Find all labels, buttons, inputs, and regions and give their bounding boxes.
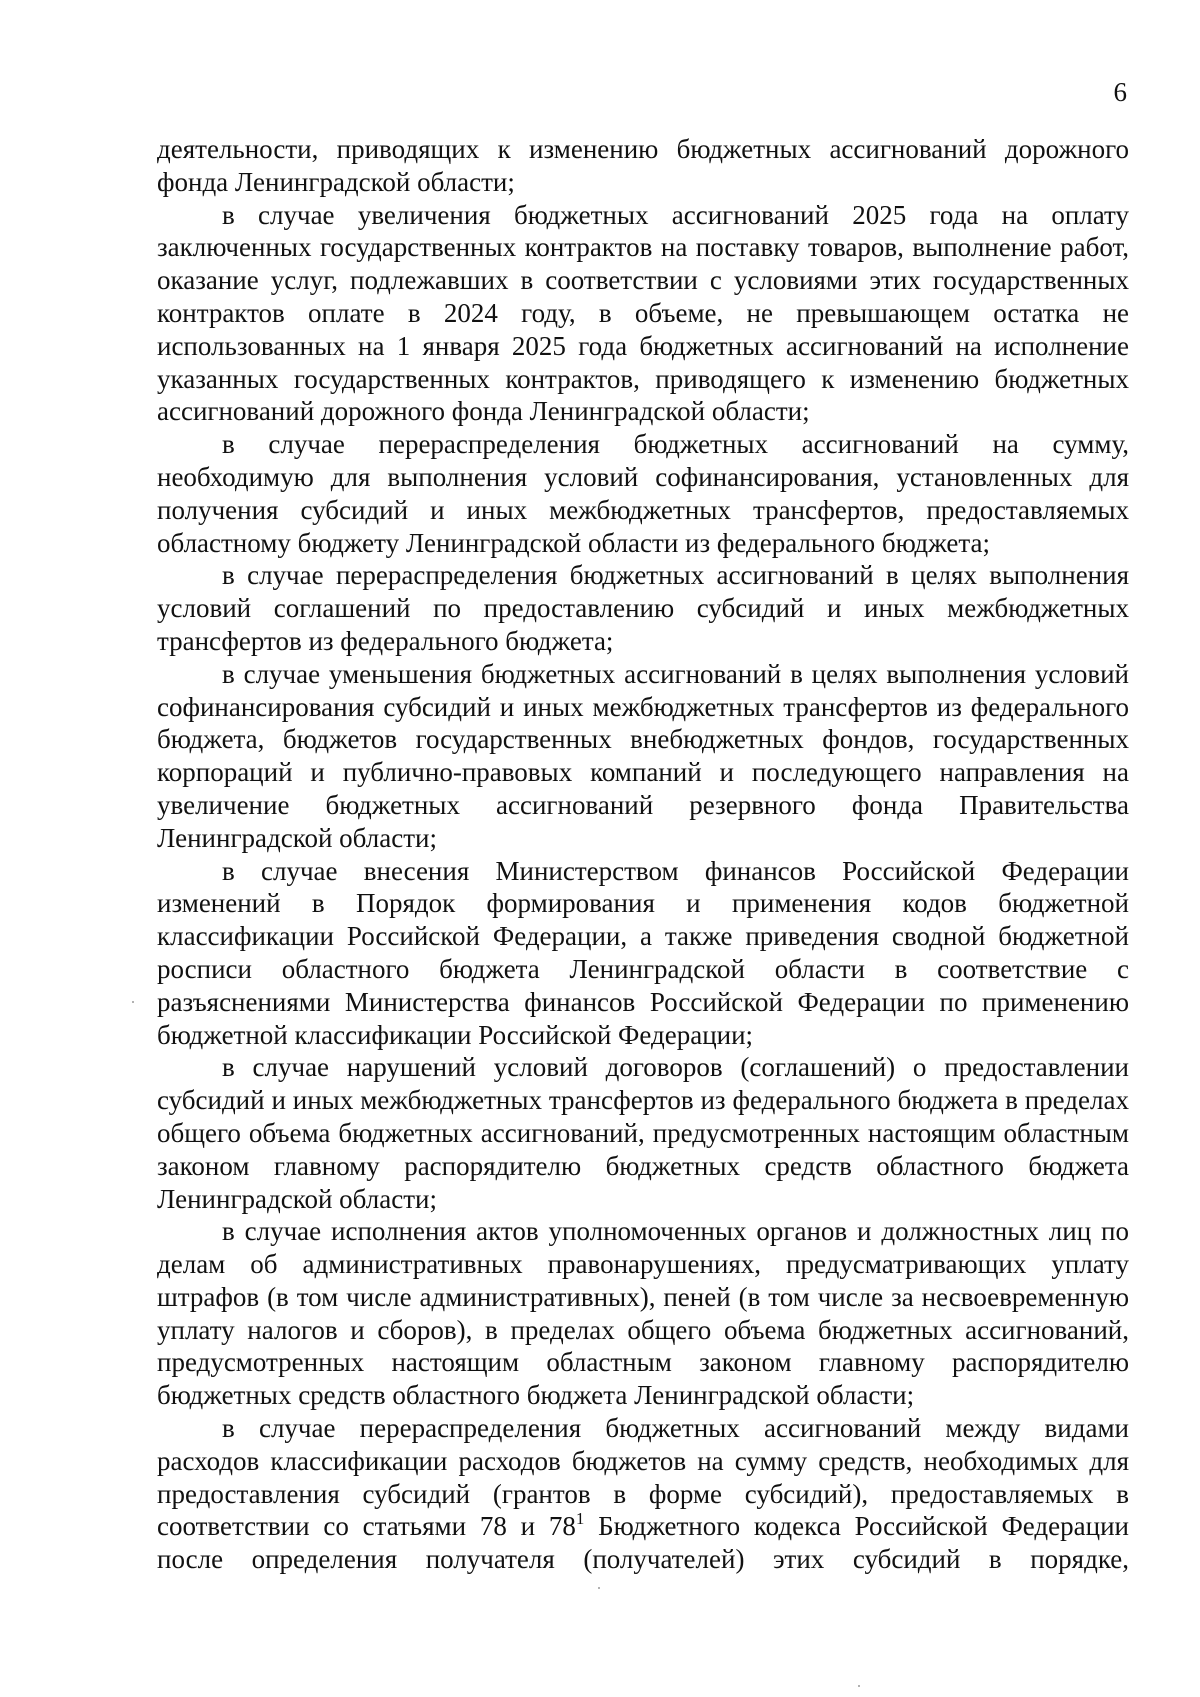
paragraph: в случае исполнения актов уполномоченных органов и должностных лиц по делам об административных правонарушениях, предусматривающих уплату штрафов (в том числе административных), пеней (в том числе за несвоевременную уплату налогов и сборов), в пределах общего объема бюджетных ассигнований, предусмотренных настоящим областным законом главному распорядителю бюджетных средств областного бюджета Ленинградской области;	[157, 1216, 1129, 1411]
scan-speck	[132, 1001, 134, 1003]
paragraph-continued	[157, 1412, 1129, 1576]
paragraph: в случае перераспределения бюджетных ассигнований на сумму, необходимую для выполнения условий софинансирования, установленных для получения субсидий и иных межбюджетных трансфертов, предоставляемых областному бюджету Ленинградской области из федерального бюджета;	[157, 429, 1129, 558]
paragraph: в случае увеличения бюджетных ассигнований 2025 года на оплату заключенных государственных контрактов на поставку товаров, выполнение работ, оказание услуг, подлежавших в соответствии с условиями этих государственных контрактов оплате в 2024 году, в объеме, не превышающем остатка не использованных на 1 января 2025 года бюджетных ассигнований на исполнение указанных государственных контрактов, приводящего к изменению бюджетных ассигнований дорожного фонда Ленинградской области;	[157, 199, 1129, 427]
paragraph: в случае внесения Министерством финансов Российской Федерации изменений в Порядок формирования и применения кодов бюджетной классификации Российской Федерации, а также приведения сводной бюджетной росписи областного бюджета Ленинградской области в соответствие с разъяснениями Министерства финансов Российской Федерации по применению бюджетной классификации Российской Федерации;	[157, 855, 1129, 1050]
superscript: 1	[575, 1509, 585, 1529]
paragraph-text: Бюджетного кодекса Российской Федерации после определения получателя (получателей) этих субсидий в порядке,	[157, 1511, 1129, 1575]
scan-speck	[598, 1587, 600, 1589]
document-body	[157, 133, 1129, 1576]
page-number: 6	[1113, 77, 1127, 107]
paragraph: в случае нарушений условий договоров (соглашений) о предоставлении субсидий и иных межбюджетных трансфертов из федерального бюджета в пределах общего объема бюджетных ассигнований, предусмотренных настоящим областным законом главному распорядителю бюджетных средств областного бюджета Ленинградской области;	[157, 1052, 1129, 1214]
paragraph: в случае уменьшения бюджетных ассигнований в целях выполнения условий софинансирования субсидий и иных межбюджетных трансфертов из федерального бюджета, бюджетов государственных внебюджетных фондов, государственных корпораций и публично-правовых компаний и последующего направления на увеличение бюджетных ассигнований резервного фонда Правительства Ленинградской области;	[157, 658, 1129, 853]
paragraph-continuation: деятельности, приводящих к изменению бюджетных ассигнований дорожного фонда Ленинградской области;	[157, 134, 1129, 197]
scan-speck	[858, 1685, 860, 1687]
paragraph: в случае перераспределения бюджетных ассигнований в целях выполнения условий соглашений по предоставлению субсидий и иных межбюджетных трансфертов из федерального бюджета;	[157, 560, 1129, 656]
paragraph-text: в случае перераспределения бюджетных ассигнований между видами расходов классификации расходов бюджетов на сумму средств, необходимых для предоставления субсидий (грантов в форме субсидий), предоставляемых в соответствии со статьями 78 и 78	[157, 1413, 1129, 1542]
